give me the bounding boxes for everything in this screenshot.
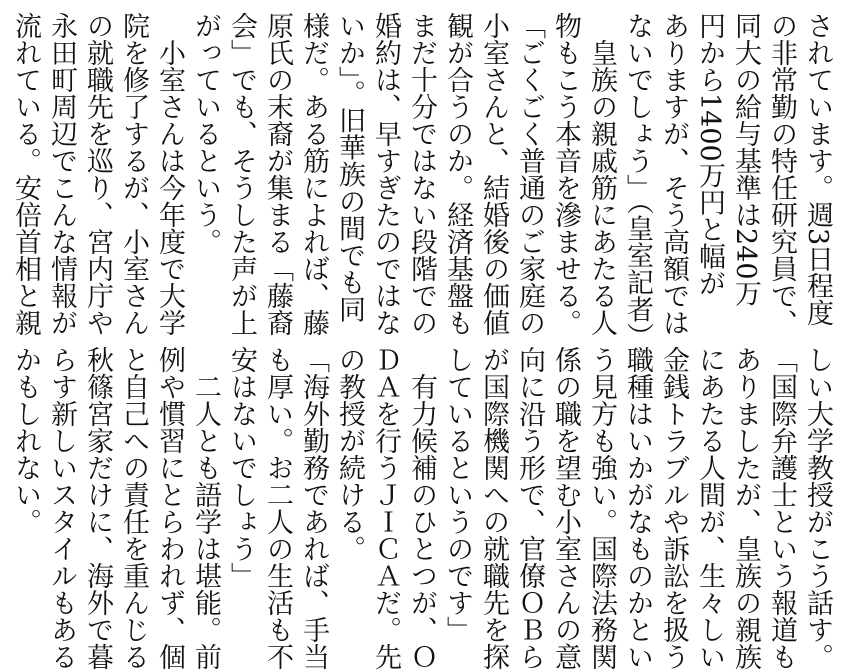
text-line: しい大学教授がこう話す。 bbox=[802, 346, 833, 670]
text-line: 様だ。ある筋によれば、藤 bbox=[298, 12, 329, 336]
text-line: ないでしょう」（皇室記者） bbox=[622, 12, 653, 350]
text-line: 観が合うのか。経済基盤も bbox=[442, 12, 473, 336]
text-line: 例や慣習にとらわれず、個 bbox=[154, 346, 185, 670]
text-line: されています。週3日程度 bbox=[802, 12, 833, 327]
text-line: にあたる人間が、生々しい bbox=[694, 346, 725, 670]
text-line: 秋篠宮家だけに、海外で暮 bbox=[82, 346, 113, 670]
text-line: 同大の給与基準は240万 bbox=[730, 12, 761, 307]
text-line: ありますが、そう高額では bbox=[658, 12, 689, 336]
text-line: 二人とも語学は堪能。前 bbox=[190, 346, 221, 670]
text-line: 職種はいかがなものかとい bbox=[622, 346, 653, 670]
text-line: 小室さんは今年度で大学 bbox=[154, 12, 185, 336]
text-line: 円から1400万円と幅が bbox=[694, 12, 725, 297]
text-line: しているというのです」 bbox=[442, 346, 473, 643]
text-line: も厚い。お二人の生活も不 bbox=[262, 346, 293, 670]
article-text-top bbox=[7, 12, 835, 350]
text-line: 係の職を望む小室さんの意 bbox=[550, 346, 581, 670]
text-line: う見方も強い。国際法務関 bbox=[586, 346, 617, 670]
text-line: らす新しいスタイルもある bbox=[46, 346, 77, 670]
text-line: 安はないでしょう」 bbox=[226, 346, 257, 589]
text-line: 会」でも、そうした声が上 bbox=[226, 12, 257, 336]
text-line: 「国際弁護士という報道も bbox=[766, 346, 797, 670]
text-line: 「ごくごく普通のご家庭の bbox=[514, 12, 545, 336]
text-line: の就職先を巡り、宮内庁や bbox=[82, 12, 113, 336]
text-line: ＤＡを行うＪＩＣＡだ。先 bbox=[370, 346, 401, 670]
text-line: 金銭トラブルや訴訟を扱う bbox=[658, 346, 689, 670]
article-text-bottom bbox=[7, 346, 835, 670]
text-line: 向に沿う形で、官僚ＯＢら bbox=[514, 346, 545, 670]
text-line: と自己への責任を重んじる bbox=[118, 346, 149, 670]
text-line: 有力候補のひとつが、Ｏ bbox=[406, 346, 437, 670]
text-line: の教授が続ける。 bbox=[334, 346, 365, 562]
text-line: が国際機関への就職先を探 bbox=[478, 346, 509, 670]
text-line: 婚約は、早すぎたのではな bbox=[370, 12, 401, 336]
text-line: かもしれない。 bbox=[10, 346, 41, 535]
text-line: 「海外勤務であれば、手当 bbox=[298, 346, 329, 670]
text-line: 皇族の親戚筋にあたる人 bbox=[586, 12, 617, 336]
text-line: 原氏の末裔が集まる「藤裔 bbox=[262, 12, 293, 336]
text-line: 流れている。安倍首相と親 bbox=[10, 12, 41, 336]
text-line: いか」。旧華族の間でも同 bbox=[334, 12, 365, 323]
text-line: 院を修了するが、小室さん bbox=[118, 12, 149, 336]
text-line: の非常勤の特任研究員で、 bbox=[766, 12, 797, 336]
text-line: ありましたが、皇族の親族 bbox=[730, 346, 761, 670]
text-line: まだ十分ではない段階での bbox=[406, 12, 437, 336]
text-line: がっているという。 bbox=[190, 12, 221, 255]
text-line: 物もこう本音を滲ませる。 bbox=[550, 12, 581, 336]
text-line: 小室さんと、結婚後の価値 bbox=[478, 12, 509, 336]
text-line: 永田町周辺でこんな情報が bbox=[46, 12, 77, 336]
